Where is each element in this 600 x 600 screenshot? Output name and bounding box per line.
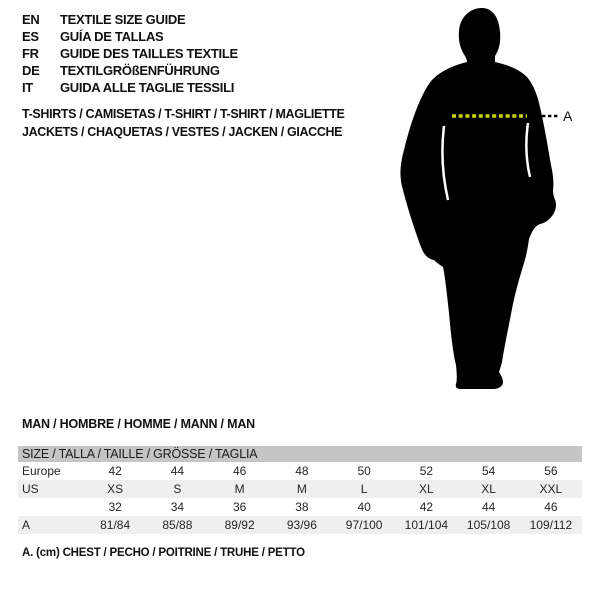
size-cell: 52 [419, 464, 434, 478]
size-cell: 105/108 [466, 518, 511, 532]
size-cell: M [296, 482, 307, 496]
category-line-tshirts: T-SHIRTS / CAMISETAS / T-SHIRT / T-SHIRT / MAGLIETTE [22, 107, 345, 121]
language-label: TEXTILE SIZE GUIDE [60, 12, 186, 27]
size-table-header: SIZE / TALLA / TAILLE / GRÖSSE / TAGLIA [18, 446, 582, 462]
category-line-jackets: JACKETS / CHAQUETAS / VESTES / JACKEN / GIACCHE [22, 125, 343, 139]
language-code: IT [22, 80, 33, 95]
language-code: ES [22, 29, 39, 44]
row-label [18, 498, 84, 516]
section-title: MAN / HOMBRE / HOMME / MANN / MAN [22, 417, 255, 431]
size-cell: 36 [232, 500, 247, 514]
language-label: TEXTILGRÖßENFÜHRUNG [60, 63, 220, 78]
table-row-us-numeric [18, 498, 582, 516]
size-cell: 34 [170, 500, 185, 514]
language-row [22, 79, 238, 96]
size-cell: 101/104 [404, 518, 449, 532]
language-label: GUIDA ALLE TAGLIE TESSILI [60, 80, 235, 95]
size-cell: 44 [481, 500, 496, 514]
size-cell: 54 [481, 464, 496, 478]
language-label: GUÍA DE TALLAS [60, 29, 164, 44]
language-row [22, 28, 238, 45]
size-cell: S [173, 482, 182, 496]
size-table-header-row [18, 446, 582, 462]
size-cell: 42 [108, 464, 122, 478]
man-silhouette [396, 4, 586, 394]
size-cell: 50 [357, 464, 371, 478]
table-row-europe [18, 462, 582, 480]
size-cell: 56 [544, 464, 558, 478]
size-cell: 44 [170, 464, 185, 478]
size-cell: 38 [295, 500, 309, 514]
size-cell: XXL [539, 482, 563, 496]
size-cell: 81/84 [100, 518, 131, 532]
size-cell: XL [419, 482, 434, 496]
size-cell: 93/96 [286, 518, 317, 532]
size-cell: 85/88 [162, 518, 193, 532]
man-silhouette-shape [400, 8, 556, 389]
size-cell: L [360, 482, 368, 496]
size-cell: 97/100 [345, 518, 383, 532]
language-code: DE [22, 63, 40, 78]
table-row-us [18, 480, 582, 498]
garment-categories [22, 105, 345, 141]
size-cell: 42 [419, 500, 434, 514]
row-label: US [22, 482, 39, 496]
language-row [22, 62, 238, 79]
size-cell: 32 [108, 500, 122, 514]
language-code: EN [22, 12, 40, 27]
size-cell: 46 [232, 464, 247, 478]
row-label: Europe [22, 464, 61, 478]
size-cell: 109/112 [529, 518, 573, 532]
language-label: GUIDE DES TAILLES TEXTILE [60, 46, 238, 61]
row-label: A [22, 518, 31, 532]
measure-label-a: A [563, 108, 573, 124]
size-cell: XS [107, 482, 124, 496]
size-cell: 40 [357, 500, 371, 514]
size-table [18, 446, 582, 534]
language-row [22, 11, 238, 28]
size-cell: 46 [544, 500, 558, 514]
measurement-footnote: A. (cm) CHEST / PECHO / POITRINE / TRUHE / PETTO [22, 547, 305, 559]
language-row [22, 45, 238, 62]
size-cell: 48 [295, 464, 309, 478]
size-cell: XL [481, 482, 496, 496]
table-row-chest [18, 516, 582, 534]
language-code: FR [22, 46, 39, 61]
size-cell: 89/92 [224, 518, 255, 532]
size-cell: M [234, 482, 245, 496]
language-list [22, 11, 238, 96]
